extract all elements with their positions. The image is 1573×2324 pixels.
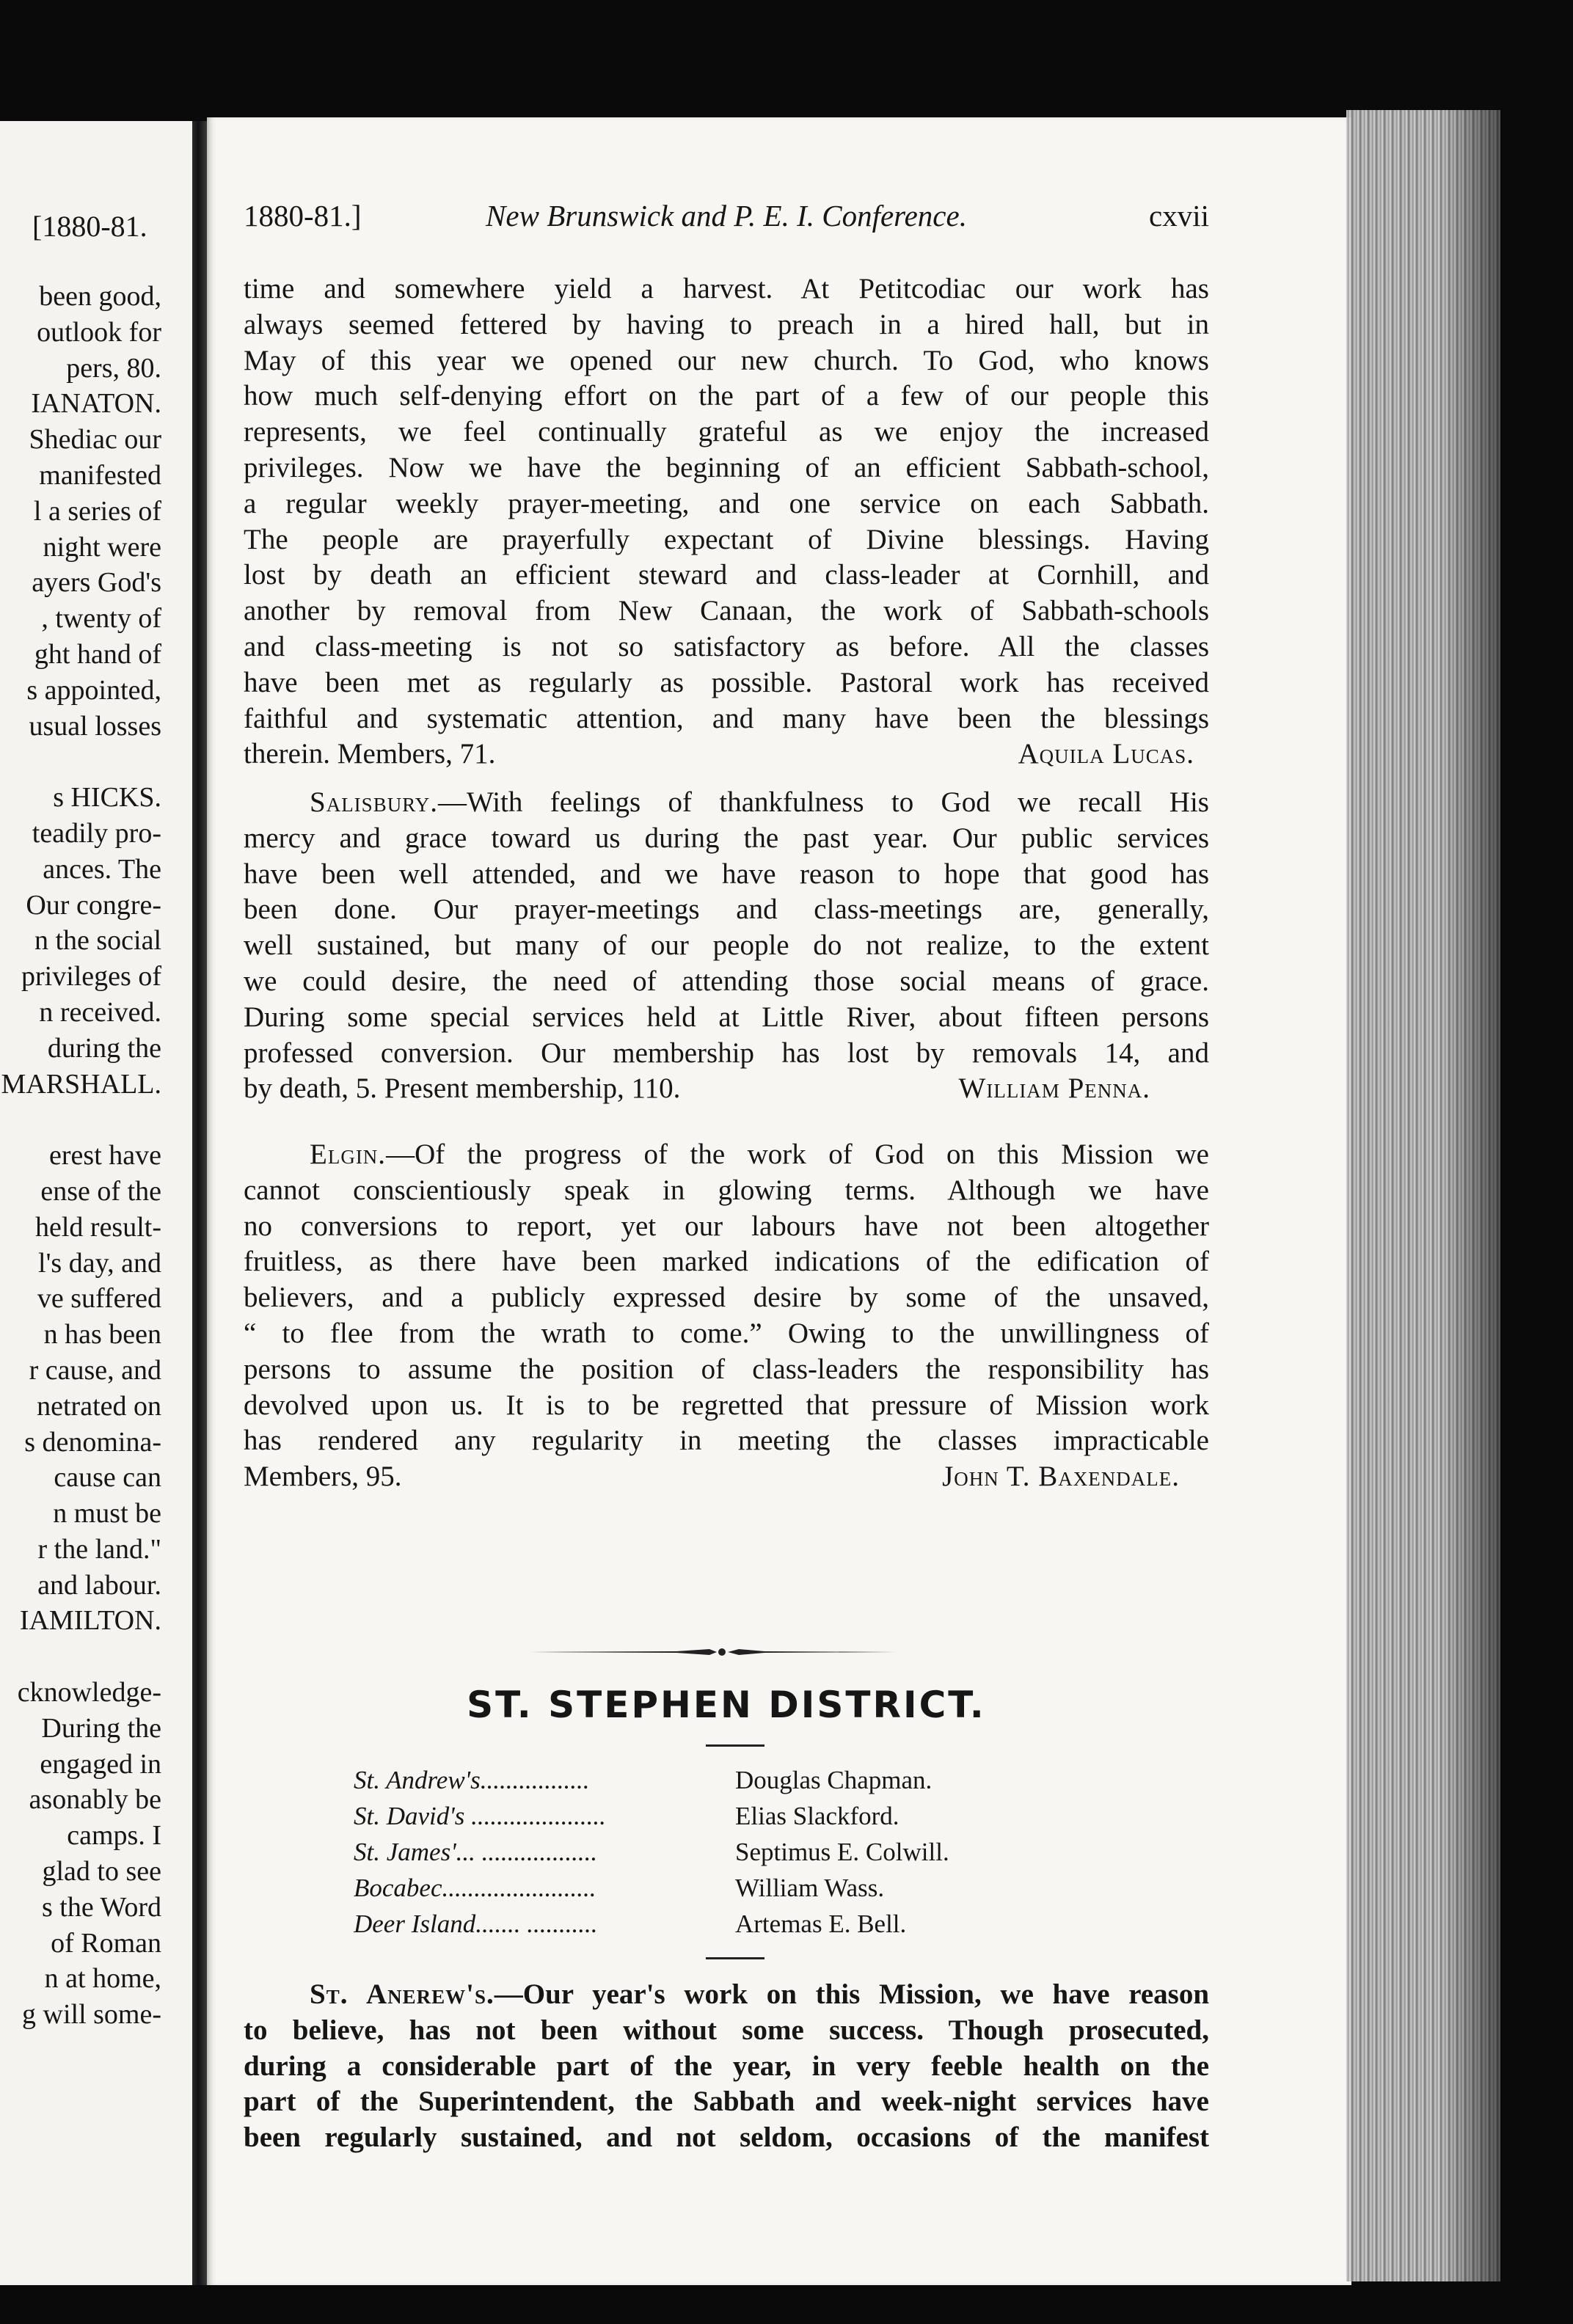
text-line: no conversions to report, yet our labours have not been altogether [244, 1210, 1209, 1242]
text-line: a regular weekly prayer-meeting, and one service on each Sabbath. [244, 487, 1209, 519]
text-line: time and somewhere yield a harvest. At Petitcodiac our work has [244, 273, 1209, 304]
page-number: cxvii [1149, 199, 1209, 233]
left-page-line: IAMILTON. [19, 1605, 161, 1637]
members-count: Members, 95. [244, 1461, 402, 1493]
left-page-line: During the [41, 1712, 161, 1744]
paragraph-first-line [244, 1977, 1209, 2013]
left-page-line: cknowledge- [17, 1677, 161, 1709]
appointment-station: St. Andrew's................. [354, 1766, 590, 1794]
appointment-minister: Septimus E. Colwill. [735, 1838, 949, 1866]
left-page-line: ense of the [40, 1175, 161, 1207]
ornamental-rule [530, 1643, 897, 1661]
members-count: therein. Members, 71. [244, 738, 496, 770]
left-page-line: MARSHALL. [1, 1068, 161, 1100]
left-page-line: outlook for [37, 316, 161, 348]
signature: William Penna. [958, 1073, 1150, 1105]
left-page-line: n at home, [44, 1963, 161, 1995]
running-head-title: New Brunswick and P. E. I. Conference. [486, 199, 967, 233]
station-name: St. Anerew's. [310, 1978, 494, 2010]
right-page [207, 117, 1351, 2285]
left-page-line: asonably be [29, 1784, 161, 1816]
text-line: mercy and grace toward us during the past year. Our public services [244, 822, 1209, 854]
heading-rule [706, 1744, 764, 1747]
left-page-line: engaged in [40, 1748, 161, 1780]
left-page-line: teadily pro- [32, 817, 161, 849]
left-page-line: ght hand of [34, 638, 161, 670]
left-page-line [0, 744, 161, 780]
left-page-line [0, 1639, 161, 1675]
first-line-text: —With feelings of thankfulness to God we recall His [437, 786, 1209, 818]
first-line-text: —Of the progress of the work of God on this Mission we [386, 1139, 1209, 1170]
left-page-line: ayers God's [32, 567, 161, 599]
paragraph-salisbury [244, 785, 1209, 1107]
left-page-line: IANATON. [31, 388, 161, 420]
left-page-line: netrated on [37, 1390, 161, 1422]
left-page-line: l's day, and [38, 1247, 161, 1279]
text-line: how much self-denying effort on the part of a few of our people this [244, 380, 1209, 412]
text-line: fruitless, as there have been marked indications of the edification of [244, 1246, 1209, 1278]
page-edges [1346, 110, 1500, 2281]
paragraph-first-line [244, 785, 1209, 821]
left-page-line: n must be [53, 1498, 161, 1530]
text-line: devolved upon us. It is to be regretted that pressure of Mission work [244, 1389, 1209, 1421]
text-line: part of the Superintendent, the Sabbath and week-night services have [244, 2086, 1209, 2118]
left-page-running-head: [1880-81. [32, 210, 147, 243]
text-line: been done. Our prayer-meetings and class-meetings are, generally, [244, 894, 1209, 926]
station-name: Elgin. [310, 1139, 387, 1170]
left-page-line: n received. [39, 996, 161, 1028]
text-line: always seemed fettered by having to preach in a hired hall, but in [244, 308, 1209, 340]
appointment-station: St. James'... .................. [354, 1838, 598, 1866]
paragraph-elgin [244, 1137, 1209, 1495]
left-page-text [0, 279, 161, 2033]
text-line: been regularly sustained, and not seldom, occasions of the manifest [244, 2122, 1209, 2154]
appointment-station: St. David's ..................... [354, 1802, 606, 1830]
appointment-row [354, 1798, 1087, 1834]
paragraph-last-line [244, 1459, 1209, 1495]
appointment-row [354, 1870, 1087, 1906]
text-line: have been well attended, and we have reason to hope that good has [244, 858, 1209, 890]
running-head [244, 198, 1209, 242]
left-page-line: s the Word [41, 1891, 161, 1923]
left-page-line: been good, [39, 281, 161, 312]
text-line: persons to assume the position of class-leaders the responsibility has [244, 1353, 1209, 1385]
left-page-line: held result- [34, 1211, 161, 1243]
left-page-line: r cause, and [29, 1354, 161, 1386]
left-page-line: s HICKS. [53, 782, 161, 814]
appointment-minister: Elias Slackford. [735, 1802, 899, 1830]
left-page-line [0, 1102, 161, 1138]
signature: John T. Baxendale. [942, 1461, 1180, 1493]
left-page-line: n has been [43, 1319, 161, 1351]
text-line: May of this year we opened our new church. To God, who knows [244, 344, 1209, 376]
paragraph-first-line [244, 1137, 1209, 1173]
left-facing-page [0, 121, 192, 2285]
left-page-line: privileges of [21, 961, 161, 993]
left-page-line: l a series of [33, 495, 161, 527]
book-gutter [192, 121, 207, 2285]
text-line: another by removal from New Canaan, the work of Sabbath-schools [244, 595, 1209, 627]
text-line: well sustained, but many of our people do not realize, to the extent [244, 929, 1209, 962]
left-page-line: s appointed, [26, 674, 161, 706]
left-page-line: during the [47, 1032, 161, 1064]
signature: Aquila Lucas. [1018, 738, 1194, 770]
district-heading: ST. STEPHEN DISTRICT. [467, 1684, 986, 1726]
first-line-text: —Our year's work on this Mission, we have reason [494, 1978, 1210, 2010]
appointment-row [354, 1834, 1087, 1870]
left-page-line: camps. I [67, 1820, 161, 1852]
paragraph-st-andrews [244, 1977, 1209, 2156]
left-page-line: cause can [54, 1462, 161, 1494]
appointment-row [354, 1906, 1087, 1942]
paragraph-continuation [244, 271, 1209, 772]
text-line: during a considerable part of the year, in very feeble health on the [244, 2050, 1209, 2082]
text-line: faithful and systematic attention, and many have been the blessings [244, 702, 1209, 734]
text-line: and class-meeting is not so satisfactory as before. All the classes [244, 630, 1209, 662]
left-page-line: , twenty of [41, 603, 161, 635]
left-page-line: pers, 80. [66, 352, 161, 384]
appointment-station: Bocabec........................ [354, 1874, 596, 1902]
left-page-line: manifested [39, 459, 161, 491]
text-line: we could desire, the need of attending those social means of grace. [244, 965, 1209, 997]
left-page-line: of Roman [51, 1927, 161, 1959]
paragraph-last-line [244, 737, 1209, 772]
left-page-line: Shediac our [29, 424, 161, 456]
left-page-line: usual losses [29, 710, 161, 742]
members-count: by death, 5. Present membership, 110. [244, 1073, 681, 1105]
text-line: to believe, has not been without some success. Though prosecuted, [244, 2014, 1209, 2046]
appointment-row [354, 1762, 1087, 1798]
left-page-line: g will some- [22, 1999, 161, 2031]
text-line: believers, and a publicly expressed desire by some of the unsaved, [244, 1282, 1209, 1314]
left-page-line: night were [43, 531, 161, 563]
appointments-rule [706, 1957, 764, 1959]
text-line: have been met as regularly as possible. Pastoral work has received [244, 666, 1209, 698]
left-page-line: ances. The [43, 853, 161, 885]
station-name: Salisbury. [310, 786, 438, 818]
text-line: represents, we feel continually grateful as we enjoy the increased [244, 416, 1209, 448]
left-page-line: Our congre- [26, 889, 161, 921]
text-line: lost by death an efficient steward and class-leader at Cornhill, and [244, 559, 1209, 591]
appointment-station: Deer Island....... ........... [354, 1910, 598, 1938]
left-page-line: erest have [49, 1140, 161, 1172]
appointment-minister: Artemas E. Bell. [735, 1910, 907, 1938]
left-page-line: ve suffered [37, 1283, 161, 1315]
text-line: “ to flee from the wrath to come.” Owing to the unwillingness of [244, 1317, 1209, 1349]
paragraph-last-line [244, 1071, 1209, 1107]
left-page-line: r the land." [37, 1533, 161, 1565]
running-head-year: 1880-81.] [244, 199, 362, 233]
text-line: has rendered any regularity in meeting the classes impracticable [244, 1425, 1209, 1457]
left-page-line: s denomina- [24, 1426, 161, 1458]
text-line: privileges. Now we have the beginning of an efficient Sabbath-school, [244, 451, 1209, 483]
text-line: During some special services held at Little River, about fifteen persons [244, 1001, 1209, 1033]
left-page-line: glad to see [42, 1856, 161, 1888]
appointment-minister: Douglas Chapman. [735, 1766, 933, 1794]
appointments-list [354, 1762, 1087, 1942]
left-page-line: and labour. [37, 1569, 161, 1601]
text-line: The people are prayerfully expectant of Divine blessings. Having [244, 523, 1209, 555]
left-page-line: n the social [34, 925, 161, 957]
appointment-minister: William Wass. [735, 1874, 885, 1902]
text-line: cannot conscientiously speak in glowing terms. Although we have [244, 1174, 1209, 1206]
text-line: professed conversion. Our membership has lost by removals 14, and [244, 1037, 1209, 1069]
